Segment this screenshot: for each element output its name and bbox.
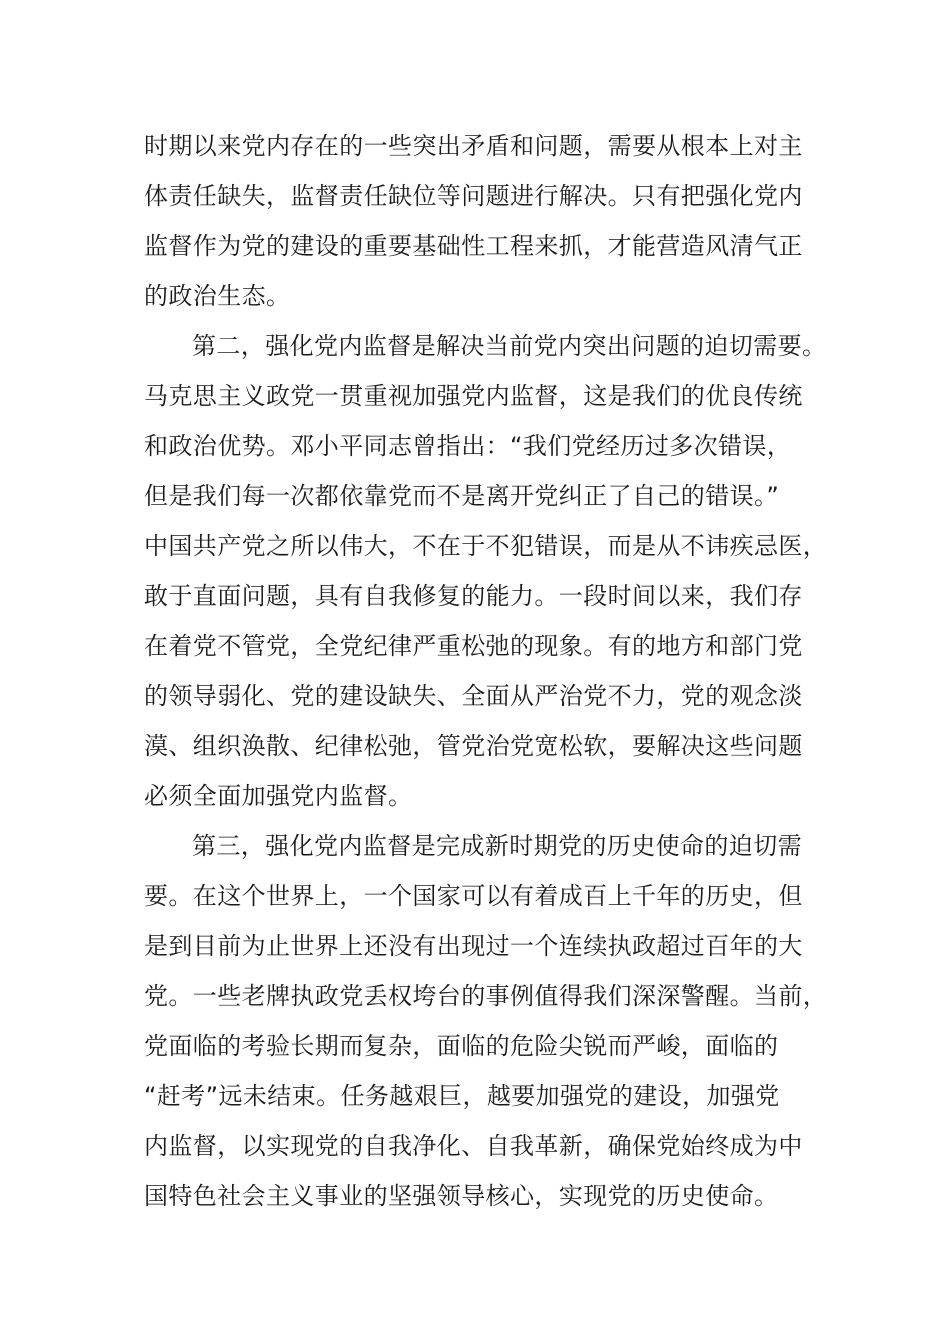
text-line: 要。在这个世界上，一个国家可以有着成百上千年的历史，但 (144, 882, 803, 910)
text-line: 的领导弱化、党的建设缺失、全面从严治党不力，党的观念淡 (144, 682, 803, 710)
text-line: 敢于直面问题，具有自我修复的能力。一段时间以来，我们存 (144, 582, 803, 610)
text-line: 在着党不管党，全党纪律严重松弛的现象。有的地方和部门党 (144, 632, 803, 660)
text-line: 马克思主义政党一贯重视加强党内监督，这是我们的优良传统 (144, 382, 803, 410)
text-line: “赶考”远未结束。任务越艰巨，越要加强党的建设，加强党 (144, 1082, 780, 1110)
text-line: 监督作为党的建设的重要基础性工程来抓，才能营造风清气正 (144, 232, 803, 260)
text-line: 第二，强化党内监督是解决当前党内突出问题的迫切需要。 (192, 332, 827, 360)
text-line: 但是我们每一次都依靠党而不是离开党纠正了自己的错误。” (144, 482, 780, 510)
text-line: 内监督，以实现党的自我净化、自我革新，确保党始终成为中 (144, 1132, 803, 1160)
text-line: 漠、组织涣散、纪律松弛，管党治党宽松软，要解决这些问题 (144, 732, 803, 760)
text-line: 是到目前为止世界上还没有出现过一个连续执政超过百年的大 (144, 932, 803, 960)
paragraph-3 (144, 821, 828, 1221)
text-line: 体责任缺失，监督责任缺位等问题进行解决。只有把强化党内 (144, 182, 803, 210)
document-body (144, 121, 828, 1221)
paragraph-1 (144, 121, 814, 321)
text-line: 必须全面加强党内监督。 (144, 782, 413, 810)
text-line: 第三，强化党内监督是完成新时期党的历史使命的迫切需 (192, 832, 802, 860)
text-line: 国特色社会主义事业的坚强领导核心，实现党的历史使命。 (144, 1182, 779, 1210)
text-line: 党。一些老牌执政党丢权垮台的事例值得我们深深警醒。当前， (144, 982, 828, 1010)
text-line: 的政治生态。 (144, 282, 291, 310)
text-line: 党面临的考验长期而复杂，面临的危险尖锐而严峻，面临的 (144, 1032, 779, 1060)
text-line: 中国共产党之所以伟大，不在于不犯错误，而是从不讳疾忌医， (144, 532, 828, 560)
text-line: 时期以来党内存在的一些突出矛盾和问题，需要从根本上对主 (144, 132, 803, 160)
text-line: 和政治优势。邓小平同志曾指出：“我们党经历过多次错误， (144, 432, 792, 460)
paragraph-2 (144, 321, 828, 821)
